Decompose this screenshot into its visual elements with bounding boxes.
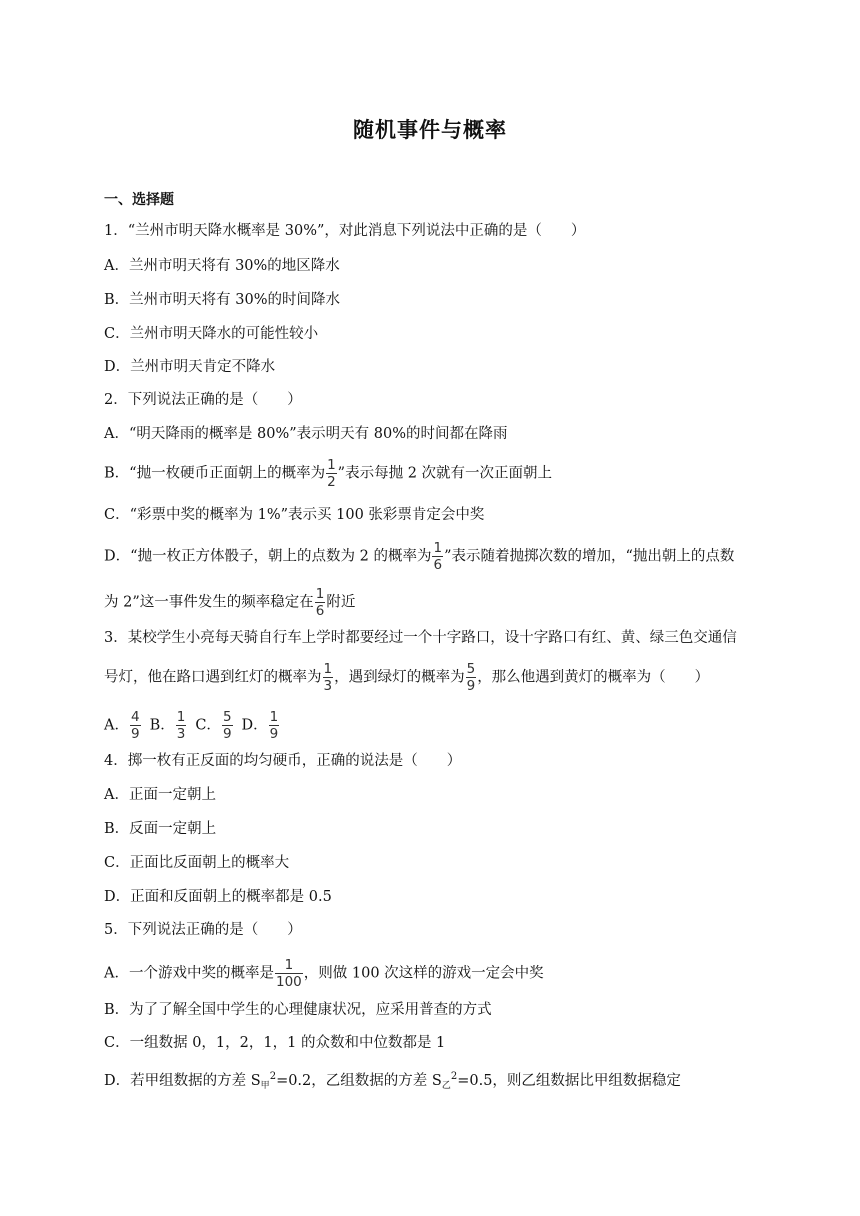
q4-option-b: B．反面一定朝上 (104, 821, 217, 837)
fraction-denominator: 3 (176, 726, 186, 742)
q2-stem: 2．下列说法正确的是（ ） (104, 392, 302, 408)
q5-option-b: B．为了了解全国中学生的心理健康状况，应采用普查的方式 (104, 1002, 492, 1018)
fraction-denominator: 100 (275, 974, 302, 990)
q2-option-b (104, 458, 552, 489)
q2-option-d (104, 541, 734, 572)
fraction (269, 710, 280, 741)
fraction-denominator: 3 (323, 678, 333, 694)
q5-option-d-text-mid: =0.2，乙组数据的方差 S (276, 1073, 442, 1089)
fraction-denominator: 9 (130, 726, 140, 742)
fraction-numerator: 4 (130, 709, 140, 725)
fraction-numerator: 1 (315, 586, 325, 602)
page-title: 随机事件与概率 (353, 117, 507, 142)
q3-option-b-label: B． (149, 717, 175, 734)
q2-option-d-text-post: ”表示随着抛掷次数的增加，“抛出朝上的点数 (444, 548, 735, 565)
fraction (323, 662, 334, 693)
q5-option-c: C．一组数据 0，1，2，1，1 的众数和中位数都是 1 (104, 1035, 446, 1051)
fraction-denominator: 6 (433, 557, 443, 573)
q3-option-c-label: C． (195, 717, 221, 734)
q4-stem: 4．掷一枚有正反面的均匀硬币，正确的说法是（ ） (104, 753, 462, 769)
q2-option-b-text-pre: B．“抛一枚硬币正面朝上的概率为 (104, 465, 326, 482)
fraction-numerator: 1 (433, 540, 443, 556)
fraction-denominator: 2 (327, 474, 336, 490)
q2-option-d-continued (104, 587, 355, 618)
fraction-denominator: 9 (466, 678, 476, 694)
fraction (130, 710, 141, 741)
q3-stem-text-pre: 号灯，他在路口遇到红灯的概率为 (104, 669, 322, 686)
q3-stem-text-post: ，那么他遇到黄灯的概率为（ ） (477, 669, 710, 686)
q5-option-a-text-post: ，则做 100 次这样的游戏一定会中奖 (303, 965, 544, 982)
q3-stem-text-mid: ，遇到绿灯的概率为 (334, 669, 465, 686)
fraction-numerator: 1 (269, 709, 279, 725)
q2-option-c: C．“彩票中奖的概率为 1%”表示买 100 张彩票肯定会中奖 (104, 507, 485, 523)
q3-option-d-label: D． (241, 717, 268, 734)
section-heading: 一、选择题 (104, 192, 174, 208)
fraction (466, 662, 477, 693)
fraction-numerator: 5 (466, 661, 476, 677)
fraction-denominator: 6 (315, 603, 325, 619)
q1-option-d: D．兰州市明天肯定不降水 (104, 359, 276, 375)
fraction-numerator: 1 (327, 457, 336, 473)
fraction (176, 710, 187, 741)
fraction-numerator: 5 (222, 709, 232, 725)
fraction (326, 458, 337, 489)
superscript: 2 (269, 1071, 277, 1082)
q2-option-b-text-post: ”表示每抛 2 次就有一次正面朝上 (337, 465, 553, 482)
fraction (432, 541, 443, 572)
fraction (315, 587, 326, 618)
q4-option-c: C．正面比反面朝上的概率大 (104, 855, 290, 871)
q2-option-d2-text-post: 附近 (326, 594, 356, 611)
q3-options (104, 710, 280, 741)
q2-option-a: A．“明天降雨的概率是 80%”表示明天有 80%的时间都在降雨 (104, 426, 508, 442)
q1-option-c: C．兰州市明天降水的可能性较小 (104, 326, 319, 342)
superscript: 2 (450, 1071, 458, 1082)
subscript: 甲 (260, 1081, 270, 1091)
q3-stem-line1: 3．某校学生小亮每天骑自行车上学时都要经过一个十字路口，设十字路口有红、黄、绿三色交通信 (104, 630, 737, 646)
q1-option-a: A．兰州市明天将有 30%的地区降水 (104, 258, 340, 274)
q5-stem: 5．下列说法正确的是（ ） (104, 922, 302, 938)
fraction-numerator: 1 (323, 661, 333, 677)
fraction (222, 710, 233, 741)
q5-option-a-text-pre: A．一个游戏中奖的概率是 (104, 965, 274, 982)
q3-option-a-label: A． (104, 717, 129, 734)
fraction-denominator: 9 (222, 726, 232, 742)
q1-stem: 1．“兰州市明天降水概率是 30%”，对此消息下列说法中正确的是（ ） (104, 223, 586, 239)
subscript: 乙 (441, 1081, 451, 1091)
q1-option-b: B．兰州市明天将有 30%的时间降水 (104, 292, 340, 308)
q5-option-a (104, 958, 544, 989)
q4-option-d: D．正面和反面朝上的概率都是 0.5 (104, 889, 332, 905)
q5-option-d-text-post: =0.5，则乙组数据比甲组数据稳定 (457, 1073, 681, 1089)
q5-option-d (104, 1067, 681, 1096)
fraction (275, 958, 303, 989)
q3-stem-line2 (104, 662, 709, 693)
q4-option-a: A．正面一定朝上 (104, 787, 216, 803)
fraction-numerator: 1 (284, 957, 294, 973)
q2-option-d2-text-pre: 为 2”这一事件发生的频率稳定在 (104, 594, 314, 611)
fraction-numerator: 1 (176, 709, 186, 725)
q2-option-d-text-pre: D．“抛一枚正方体骰子，朝上的点数为 2 的概率为 (104, 548, 432, 565)
fraction-denominator: 9 (269, 726, 279, 742)
q5-option-d-text-pre: D．若甲组数据的方差 S (104, 1073, 261, 1089)
